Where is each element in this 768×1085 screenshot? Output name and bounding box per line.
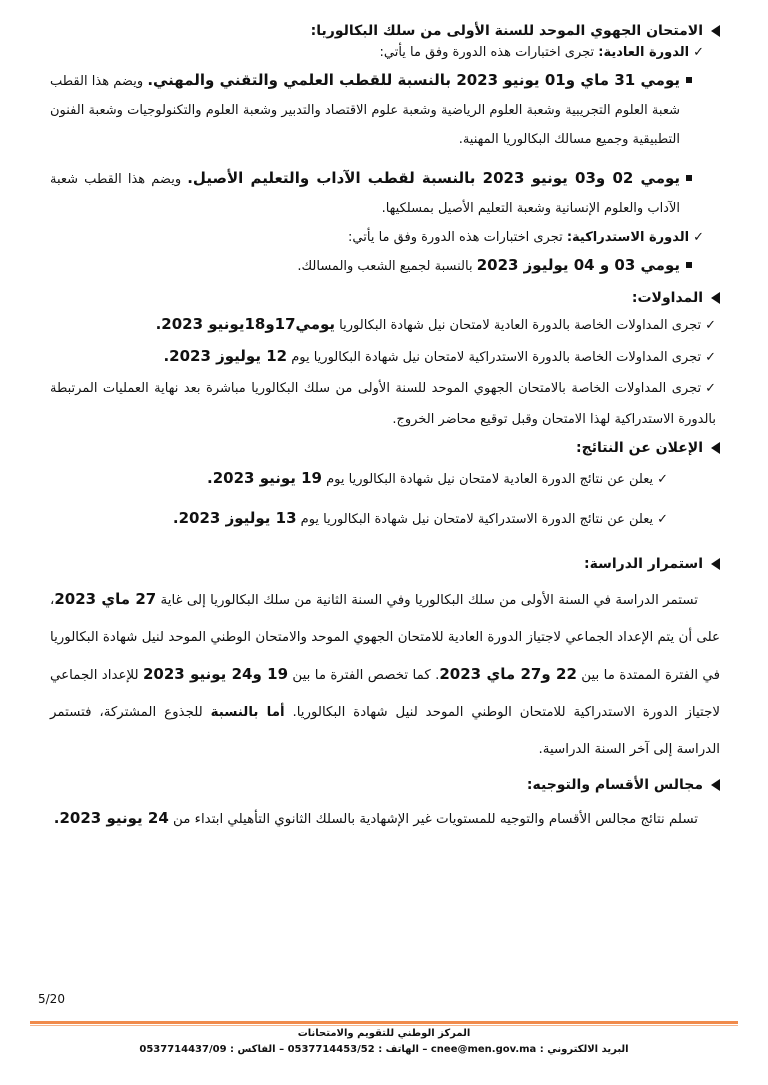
bullet-lead: يومي 31 ماي و01 يونيو 2023 بالنسبة للقطب العلمي والتقني والمهني. — [147, 71, 680, 89]
checkmark-icon: ✓ — [705, 350, 716, 365]
checkmark-icon: ✓ — [705, 318, 716, 333]
para-text-bold: أما بالنسبة — [210, 705, 285, 720]
item-text: يعلن عن نتائج الدورة الاستدراكية لامتحان نيل شهادة البكالوريا يوم — [296, 512, 654, 527]
triangle-bullet-icon — [711, 442, 720, 454]
bullet-literary-pole — [50, 164, 720, 223]
footer-divider-thin — [30, 1025, 738, 1026]
triangle-bullet-icon — [711, 25, 720, 37]
square-bullet-icon — [686, 262, 692, 268]
section-title: الإعلان عن النتائج: — [576, 440, 703, 456]
catchup-session-label: الدورة الاستدراكية: — [566, 230, 690, 245]
catchup-session-line — [50, 227, 720, 249]
normal-session-text: تجرى اختبارات هذه الدورة وفق ما يأتي: — [379, 45, 599, 60]
section-title: المداولات: — [631, 290, 703, 306]
bullet-text: بالنسبة لجميع الشعب والمسالك. — [297, 259, 477, 274]
section-title: استمرار الدراسة: — [584, 556, 703, 572]
item-text: يعلن عن نتائج الدورة العادية لامتحان نيل شهادة البكالوريا يوم — [321, 472, 654, 487]
section-councils-heading — [50, 774, 720, 796]
deliberation-item-normal — [50, 309, 720, 341]
triangle-bullet-icon — [711, 779, 720, 791]
results-item-catchup — [50, 499, 720, 539]
councils-paragraph — [50, 800, 720, 838]
item-date: 13 يوليوز 2023. — [172, 509, 297, 527]
normal-session-label: الدورة العادية: — [598, 45, 690, 60]
item-text: تجرى المداولات الخاصة بالدورة العادية لامتحان نيل شهادة البكالوريا — [335, 318, 702, 333]
para-text: . كما تخصص الفترة ما بين — [288, 668, 440, 683]
para-text: للإعداد الجماعي لاجتياز الدورة الاستدراكية للامتحان الوطني الموحد لنيل شهادة البكالوريا. — [50, 668, 720, 720]
checkmark-icon: ✓ — [657, 512, 668, 527]
para-date: 22 و27 ماي 2023 — [439, 665, 577, 683]
bullet-catchup-dates — [50, 251, 720, 281]
triangle-bullet-icon — [711, 292, 720, 304]
page-number: 5/20 — [38, 992, 65, 1006]
section-deliberations-heading — [50, 287, 720, 309]
results-item-normal — [50, 459, 720, 499]
section-regional-exam-heading — [50, 20, 720, 42]
bullet-text: ويضم هذا القطب شعبة الآداب والعلوم الإنسانية وشعبة التعليم الأصيل بمسلكيها. — [50, 172, 680, 216]
footer-organization: المركز الوطني للتقويم والامتحانات — [297, 1028, 471, 1039]
checkmark-icon: ✓ — [693, 45, 704, 60]
checkmark-icon: ✓ — [705, 381, 716, 396]
item-date: يومي17و18يونيو 2023. — [155, 315, 336, 333]
item-date: 19 يونيو 2023. — [207, 469, 322, 487]
para-text: تستمر الدراسة في السنة الأولى من سلك البكالوريا وفي السنة الثانية من سلك البكالوريا إلى غاية — [156, 593, 698, 608]
bullet-lead: يومي 02 و03 يونيو 2023 بالنسبة لقطب الآداب والتعليم الأصيل. — [187, 169, 681, 187]
para-date: 24 يونيو 2023. — [53, 809, 169, 827]
item-date: 12 يوليوز 2023. — [163, 347, 288, 365]
para-text: للجذوع المشتركة، فتستمر الدراسة إلى آخر السنة الدراسية. — [50, 705, 720, 757]
normal-session-line — [50, 42, 720, 64]
triangle-bullet-icon — [711, 558, 720, 570]
deliberation-item-catchup — [50, 341, 720, 373]
item-text: تجرى المداولات الخاصة بالامتحان الجهوي الموحد للسنة الأولى من سلك البكالوريا مباشرة بعد نهاية العمليات المرتبطة بالدورة الاستدراكية لهذا الامتحان وقبل توقيع محاضر الخروج. — [50, 381, 716, 427]
square-bullet-icon — [686, 77, 692, 83]
bullet-lead: يومي 03 و 04 يوليوز 2023 — [476, 256, 680, 274]
deliberation-item-regional — [50, 373, 720, 435]
section-title: مجالس الأقسام والتوجيه: — [526, 777, 703, 793]
section-continuation-heading — [50, 553, 720, 575]
para-date: 19 و24 يونيو 2023 — [142, 665, 289, 683]
para-text: ، على أن يتم الإعداد الجماعي لاجتياز الدورة العادية للامتحان الجهوي الموحد والامتحان الوطني الموحد لنيل شهادة البكالوريا في الفترة الممتدة ما بين — [50, 593, 720, 683]
para-text: تسلم نتائج مجالس الأقسام والتوجيه للمستويات غير الإشهادية بالسلك الثانوي التأهيلي ابتداء من — [168, 812, 698, 827]
document-content — [50, 18, 720, 838]
continuation-paragraph — [50, 581, 720, 768]
checkmark-icon: ✓ — [693, 230, 704, 245]
para-date: 27 ماي 2023 — [54, 590, 157, 608]
item-text: تجرى المداولات الخاصة بالدورة الاستدراكية لامتحان نيل شهادة البكالوريا يوم — [287, 350, 702, 365]
bullet-text: ويضم هذا القطب شعبة العلوم التجريبية وشعبة العلوم الرياضية وشعبة علوم الاقتصاد والتدبير وشعبة العلوم والتكنولوجيات وشعبة الفنون التطبيقية وجميع مسالك البكالوريا المهنية. — [50, 74, 680, 147]
bullet-scientific-pole — [50, 66, 720, 154]
footer-contact: البريد الالكتروني : cnee@men.gov.ma – الهاتف : 0537714453/52 – الفاكس : 0537714437/09 — [139, 1044, 629, 1055]
square-bullet-icon — [686, 175, 692, 181]
footer-divider — [30, 1021, 738, 1024]
catchup-session-text: تجرى اختبارات هذه الدورة وفق ما يأتي: — [348, 230, 567, 245]
section-title: الامتحان الجهوي الموحد للسنة الأولى من سلك البكالوريا: — [310, 23, 703, 39]
section-results-heading — [50, 437, 720, 459]
checkmark-icon: ✓ — [657, 472, 668, 487]
